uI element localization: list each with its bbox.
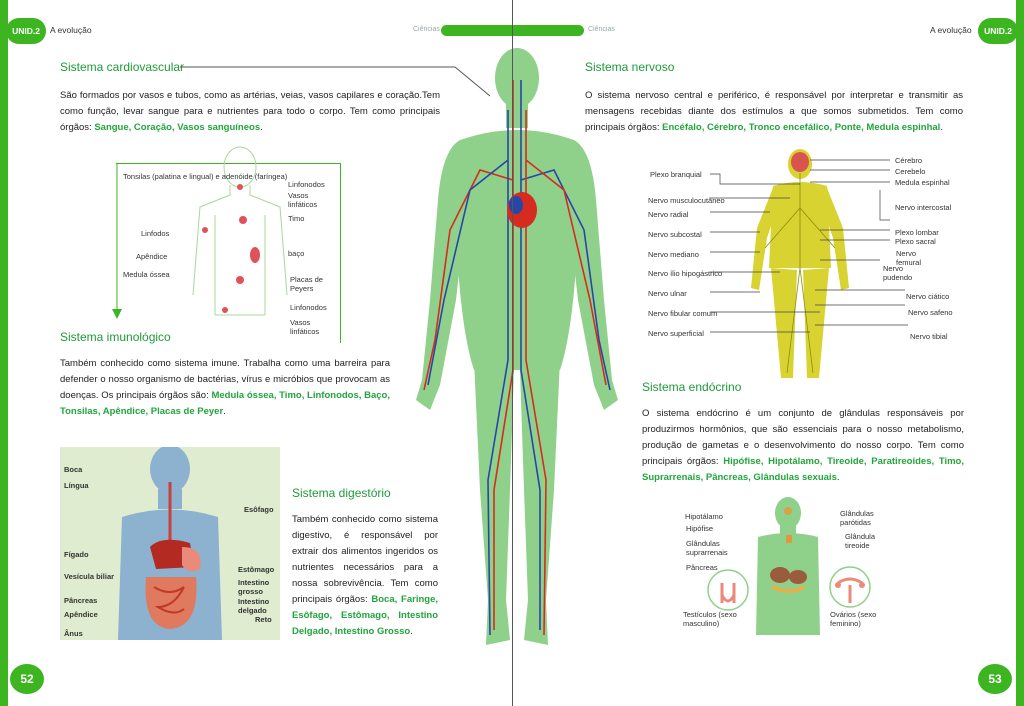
label-subcostal: Nervo subcostal <box>648 230 702 239</box>
cardio-text: São formados por vasos e tubos, como as artérias, veias, vasos capilares e coração.Tem como função, levar sangue para e nutrientes para todo o corpo. Tem como principais órgãos: <box>60 90 440 133</box>
immune-organs: Medula óssea, Timo, Linfonodos, Baço, Tonsilas, Apêndice, Placas de Peyer <box>60 390 390 417</box>
endocrine-paragraph <box>642 406 964 486</box>
unit-badge-right: UNID.2 <box>978 18 1018 44</box>
header-title-right: A evolução <box>930 25 972 35</box>
label-anus: Ânus <box>64 629 83 638</box>
label-plexo-branquial: Plexo branquial <box>650 170 702 179</box>
label-medula-espinhal: Medula espinhal <box>895 178 950 187</box>
label-ovarios: Ovários (sexo feminino) <box>830 610 877 628</box>
label-linfodos: Linfodos <box>141 229 170 238</box>
label-femural: Nervo femural <box>896 249 922 267</box>
cardio-title: Sistema cardiovascular <box>60 60 185 74</box>
endocrine-title: Sistema endócrino <box>642 380 742 394</box>
cardio-paragraph <box>60 88 440 136</box>
digestive-body-figure <box>112 447 242 640</box>
label-baco: baço <box>288 249 305 258</box>
label-lingua: Língua <box>64 481 89 490</box>
label-testiculos: Testículos (sexo masculino) <box>683 610 737 628</box>
label-mediano: Nervo mediano <box>648 250 699 259</box>
endocrine-organs: Hipófise, Hipotálamo, Tireoide, Paratireoides, Timo, Suprarrenais, Pâncreas, Glândulas sexuais <box>642 456 964 483</box>
label-suprarrenais: Glândulas suprarrenais <box>686 539 728 557</box>
endocrine-text: O sistema endócrino é um conjunto de glândulas responsáveis por produzirmos hormônios, que são essenciais para o nosso metabolismo, produção de gametas e o desenvolvimento do nosso corpo. Tem como principais órgãos: <box>642 408 964 467</box>
unit-badge-left: UNID.2 <box>6 18 46 44</box>
digest-text: Também conhecido como sistema digestivo, é responsável por extrair dos alimentos ingeridos os nutrientes necessários para a nossa sobrevivência. Tem como principais órgãos: <box>292 514 438 605</box>
nervous-end: . <box>940 122 943 133</box>
label-parotidas: Glândulas parótidas <box>840 509 874 527</box>
cardio-end: . <box>260 122 263 133</box>
label-tibial: Nervo tibial <box>910 332 948 341</box>
label-apendice: Apêndice <box>136 252 168 261</box>
label-esofago: Esôfago <box>244 505 274 514</box>
label-placas-peyers: Placas de Peyers <box>290 275 323 293</box>
label-musculocutaneo: Nervo musculocutâneo <box>648 196 725 205</box>
label-intestino-grosso: Intestino grosso <box>238 578 270 596</box>
label-boca: Boca <box>64 465 83 474</box>
label-radial: Nervo radial <box>648 210 689 219</box>
label-linfonodos-2: Linfonodos <box>290 303 327 312</box>
nervous-organs: Encéfalo, Cérebro, Tronco encefálico, Ponte, Medula espinhal <box>662 122 941 133</box>
page-spine <box>512 0 513 706</box>
label-pancreas-endo: Pâncreas <box>686 563 718 572</box>
nervous-title: Sistema nervoso <box>585 60 675 74</box>
label-plexo-sacral: Plexo sacral <box>895 237 936 246</box>
label-intestino-delgado: Intestino delgado <box>238 597 270 615</box>
right-edge-bar <box>1016 0 1024 706</box>
label-plexo-lombar: Plexo lombar <box>895 228 939 237</box>
label-apendice-dig: Apêndice <box>64 610 98 619</box>
label-ilio-hipogastrico: Nervo ílio hipogástrico <box>648 269 723 278</box>
label-linfonodos-1: Linfonodos <box>288 180 325 189</box>
immune-arrow <box>110 163 124 323</box>
immune-end: . <box>223 406 226 417</box>
label-reto: Reto <box>255 615 272 624</box>
label-hipotalamo: Hipotálamo <box>685 512 723 521</box>
label-figado: Fígado <box>64 550 89 559</box>
label-vasos-linfaticos-2: Vasos linfáticos <box>290 318 320 336</box>
label-vasos-linfaticos-1: Vasos linfáticos <box>288 191 318 209</box>
immune-title: Sistema imunológico <box>60 330 171 344</box>
nervous-text: O sistema nervoso central e periférico, é responsável por interpretar e transmitir as mensagens recebidas diante dos estímulos a que somos submetidos. Tem como principais órgãos: <box>585 90 963 133</box>
label-cerebelo: Cerebelo <box>895 167 926 176</box>
label-pancreas: Pâncreas <box>64 596 98 605</box>
label-tireoide: Glândula tireoide <box>845 532 876 550</box>
page-number-right: 53 <box>978 664 1012 694</box>
left-edge-bar <box>0 0 8 706</box>
label-fibular: Nervo fibular comum <box>648 309 718 318</box>
label-medula-ossea: Medula óssea <box>123 270 170 279</box>
cardio-organs: Sangue, Coração, Vasos sanguíneos <box>94 122 261 133</box>
nervous-paragraph <box>585 88 963 136</box>
digest-title: Sistema digestório <box>292 486 391 500</box>
label-pudendo: Nervo pudendo <box>883 264 913 282</box>
label-ulnar: Nervo ulnar <box>648 289 687 298</box>
label-estomago: Estômago <box>238 565 275 574</box>
label-safeno: Nervo safeno <box>908 308 953 317</box>
label-tonsilas: Tonsilas (palatina e lingual) e adenóide (faríngea) <box>123 172 288 181</box>
digest-paragraph <box>292 512 438 640</box>
immune-paragraph <box>60 356 390 420</box>
header-title-left: A evolução <box>50 25 92 35</box>
label-ciatico: Nervo ciático <box>906 292 950 301</box>
label-hipofise: Hipófise <box>686 524 714 533</box>
label-superficial: Nervo superficial <box>648 329 704 338</box>
immune-text: Também conhecido como sistema imune. Trabalha como uma barreira para defender o nosso organismo de bactérias, vírus e micróbios que provocam as doenças. Os principais órgãos são: <box>60 358 390 401</box>
label-intercostal: Nervo intercostal <box>895 203 952 212</box>
label-timo: Timo <box>288 214 305 223</box>
label-vesicula: Vesícula biliar <box>64 572 115 581</box>
page-number-left: 52 <box>10 664 44 694</box>
endocrine-end: . <box>836 472 840 483</box>
header-subject-left: Ciências <box>413 26 440 33</box>
header-subject-right: Ciências <box>588 26 615 33</box>
digest-organs: Boca, Faringe, Esôfago, Estômago, Intestino Delgado, Intestino Grosso <box>292 594 438 637</box>
digest-end: . <box>410 626 413 637</box>
label-cerebro: Cérebro <box>895 156 923 165</box>
